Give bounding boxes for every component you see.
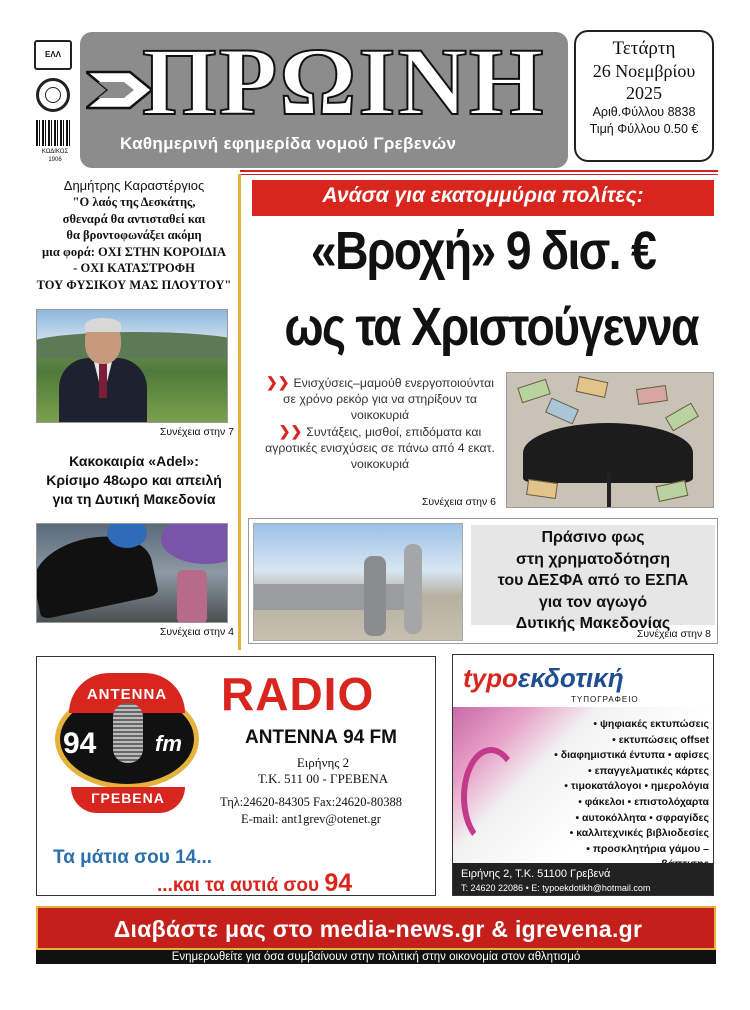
- issue-price: Τιμή Φύλλου 0.50 €: [589, 122, 699, 136]
- radio-slogan-line1: Τα μάτια σου 14...: [53, 847, 213, 868]
- radio-email[interactable]: E-mail: ant1grev@otenet.gr: [241, 812, 381, 826]
- typo-logo-prefix: typo: [463, 663, 518, 693]
- lead-bullet: [262, 423, 498, 472]
- issue-number: Αριθ.Φύλλου 8838: [592, 105, 696, 119]
- banner-red: [36, 906, 716, 950]
- typo-service: • καλλιτεχνικές βιβλιοδεσίες: [539, 826, 709, 842]
- typo-contact[interactable]: Τ: 24620 22086 • Ε: typoekdotikh@hotmail.com: [461, 883, 651, 893]
- typo-service: • ψηφιακές εκτυπώσεις: [539, 717, 709, 733]
- quote-line: "Ο λαός της Δεσκάτης,: [72, 195, 196, 209]
- radio-address-line: Ειρήνης 2: [296, 755, 350, 770]
- quote-line: μια φορά: ΟΧΙ ΣΤΗΝ ΚΟΡΟΙΔΙΑ: [41, 244, 227, 259]
- date-full: 26 Νοεμβρίου: [592, 61, 696, 81]
- storm-headline-line: για τη Δυτική Μακεδονία: [52, 491, 216, 507]
- storm-photo: [36, 523, 228, 623]
- espa-headline-line: για τον αγωγό: [538, 593, 648, 611]
- espa-headline-line: Πράσινο φως: [541, 529, 645, 546]
- pipeline-photo: [253, 523, 463, 641]
- opinion-continued[interactable]: Συνέχεια στην 7: [159, 426, 234, 438]
- radio-phones: Τηλ:24620-84305 Fax:24620-80388: [220, 795, 402, 809]
- seal-icon: [36, 78, 70, 112]
- antenna-logo: [47, 669, 207, 809]
- header-rule: [240, 170, 718, 172]
- column-divider: [238, 174, 241, 650]
- barcode-icon: [36, 120, 70, 146]
- typo-address: Ειρήνης 2, Τ.Κ. 51100 Γρεβενά: [461, 868, 611, 880]
- espa-headline-line: του ΔΕΣΦΑ από το ΕΣΠΑ: [497, 572, 689, 589]
- code-label-text: ΚΩΔΙΚΟΣ: [41, 149, 69, 155]
- lead-kicker-bar: [252, 180, 714, 216]
- typo-footer: [453, 863, 714, 896]
- antenna-logo-bottom: ΓΡΕΒΕΝΑ: [71, 787, 185, 813]
- typo-logo-sub: ΤΥΠΟΓΡΑΦΕΙΟ: [571, 695, 639, 704]
- typo-service: • προσκλητήρια γάμου –: [539, 842, 709, 873]
- code-label: [34, 148, 76, 164]
- radio-word: RADIO: [221, 668, 375, 720]
- opinion-quote: [34, 194, 234, 293]
- quote-line: ΤΟΥ ΦΥΣΙΚΟΥ ΜΑΣ ΠΛΟΥΤΟΥ": [36, 277, 232, 292]
- lead-bullet-text: Συντάξεις, μισθοί, επιδόματα και αγροτικές ενισχύσεις σε πάνω από 4 εκατ. νοικοκυριά: [265, 425, 495, 471]
- antenna-logo-fm: fm: [155, 731, 182, 756]
- code-number: 1906: [48, 157, 62, 163]
- lead-bullets: [262, 374, 498, 472]
- lead-bullet-text: Ενισχύσεις–μαμούθ ενεργοποιούνται σε χρόνο ρεκόρ για να στηρίξουν τα νοικοκυριά: [282, 376, 495, 422]
- typo-ad[interactable]: [452, 654, 714, 896]
- typo-service: • επαγγελματικές κάρτες: [539, 764, 709, 780]
- radio-station-name: ΑΝΤΕΝΝΑ 94 FM: [244, 727, 397, 748]
- banner-sub-text: Ενημερωθείτε για όσα συμβαίνουν στην πολιτική στην οικονομία στον αθλητισμό: [171, 951, 581, 963]
- header-rule-thin: [240, 174, 718, 175]
- bullet-arrow-icon: ❯❯: [278, 423, 303, 439]
- typo-service: • εκτυπώσεις offset: [539, 733, 709, 749]
- typo-header: [453, 655, 714, 707]
- lead-bullet: [262, 374, 498, 423]
- espa-continued[interactable]: Συνέχεια στην 8: [636, 628, 711, 640]
- antenna-logo-number: 94: [63, 727, 97, 760]
- money-umbrella-photo: [506, 372, 714, 508]
- lead-headline-line2[interactable]: ως τα Χριστούγεννα: [284, 297, 698, 357]
- newspaper-title: ΠΡΩΙΝΗ: [142, 28, 546, 135]
- typo-service: • αυτοκόλλητα • σφραγίδες: [539, 811, 709, 827]
- lead-headline-line1[interactable]: «Βροχή» 9 δισ. €: [310, 221, 656, 281]
- espa-headline-line: στη χρηματοδότηση: [516, 550, 670, 568]
- newspaper-subtitle: Καθημερινή εφημερίδα νομού Γρεβενών: [120, 134, 457, 153]
- typo-services: [539, 717, 709, 873]
- espa-story: [248, 518, 718, 644]
- ela-label: ΕΛΛ: [44, 50, 61, 59]
- quote-line: σθεναρά θα αντισταθεί και: [62, 211, 206, 226]
- storm-headline-line: Κακοκαιρία «Adel»:: [69, 453, 199, 469]
- microphone-icon: [113, 703, 143, 763]
- author-photo: [36, 309, 228, 423]
- antenna-logo-top: ΑΝΤΕΝΝΑ: [69, 673, 185, 713]
- typo-logo: [463, 663, 624, 694]
- masthead: [80, 28, 568, 168]
- espa-headline-line: Δυτικής Μακεδονίας: [515, 615, 671, 632]
- opinion-author: Δημήτρης Καραστέργιος: [63, 178, 205, 193]
- bullet-arrow-icon: ❯❯: [265, 374, 290, 390]
- radio-address: [213, 755, 433, 787]
- radio-ad[interactable]: [36, 656, 436, 896]
- lead-kicker: Ανάσα για εκατομμύρια πολίτες:: [322, 184, 644, 207]
- espa-headline[interactable]: [471, 525, 715, 632]
- slogan-text: ...και τα αυτιά σου: [157, 875, 325, 896]
- typo-service: • διαφημιστικά έντυπα • αφίσες: [539, 748, 709, 764]
- radio-address-line: Τ.Κ. 511 00 - ΓΡΕΒΕΝΑ: [257, 771, 389, 786]
- slogan-number: 94: [324, 869, 353, 897]
- date-year: 2025: [626, 83, 662, 103]
- storm-headline-line: Κρίσιμο 48ωρο και απειλή: [46, 472, 222, 488]
- storm-continued[interactable]: Συνέχεια στην 4: [159, 626, 234, 638]
- quote-line: θα βροντοφωνάξει ακόμη: [66, 228, 202, 242]
- date-day: Τετάρτη: [612, 38, 676, 59]
- typo-body: [453, 707, 714, 877]
- typo-logo-suffix: εκδοτική: [517, 663, 624, 693]
- side-logos: [34, 40, 76, 170]
- radio-slogan-line2: [157, 869, 352, 898]
- quote-line: - ΟΧΙ ΚΑΤΑΣΤΡΟΦΗ: [73, 261, 195, 275]
- left-column: [34, 174, 234, 650]
- banner-main-text[interactable]: Διαβάστε μας στο media-news.gr & igrevena.gr: [113, 916, 643, 942]
- title-band: [80, 28, 568, 135]
- storm-headline[interactable]: [34, 452, 234, 509]
- typo-service: • φάκελοι • επιστολόχαρτα: [539, 795, 709, 811]
- swirl-icon: [461, 747, 521, 847]
- ela-logo: [34, 40, 72, 70]
- lead-continued[interactable]: Συνέχεια στην 6: [421, 496, 496, 508]
- typo-service: • τιμοκατάλογοι • ημερολόγια: [539, 779, 709, 795]
- date-box: [574, 30, 714, 162]
- bottom-banner[interactable]: [36, 906, 716, 964]
